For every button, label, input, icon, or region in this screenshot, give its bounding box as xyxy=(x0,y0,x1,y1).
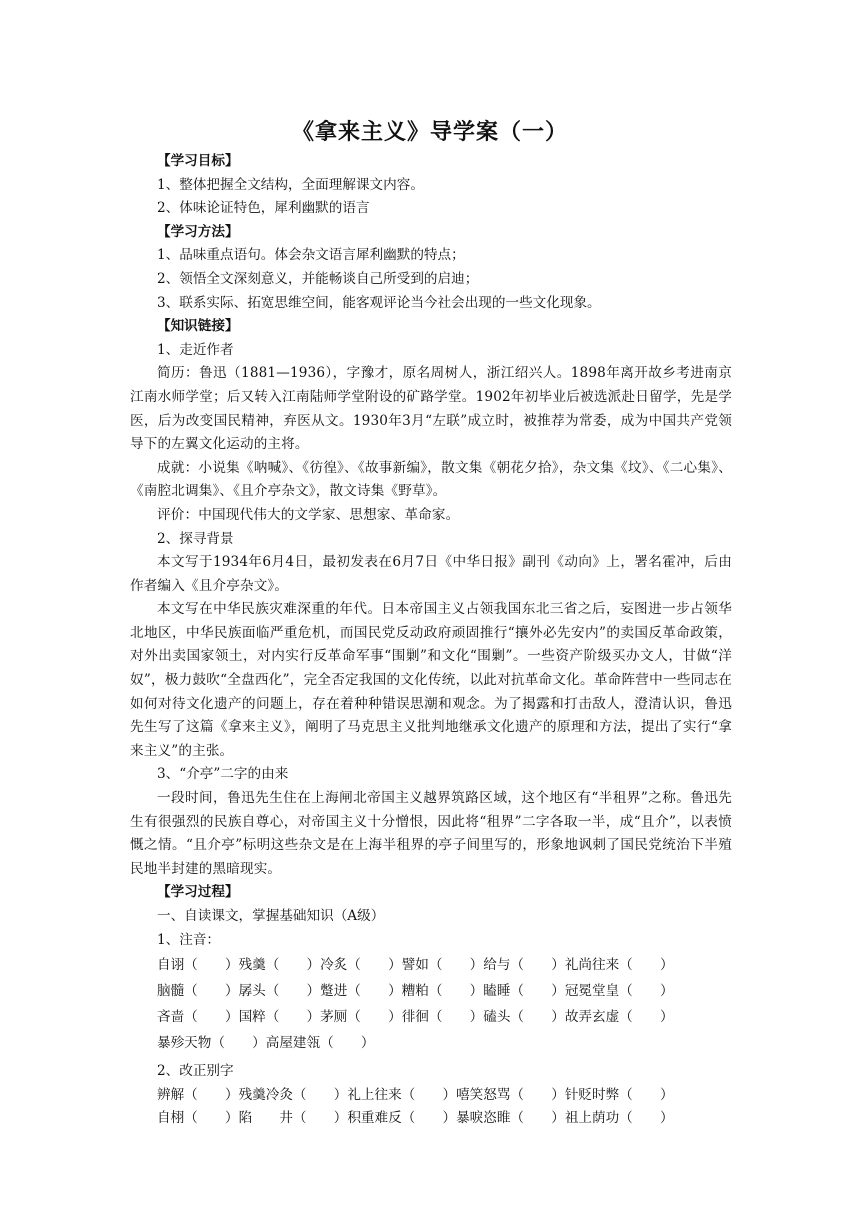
knowledge-heading: 【知识链接】 xyxy=(157,318,239,335)
correction-item: 礼上往来（ ） xyxy=(347,1086,457,1103)
pinyin-item: 冷炙（ ） xyxy=(320,957,402,974)
pinyin-item: 残羹（ ） xyxy=(238,957,321,974)
correction-item: 暴唳恣睢（ ） xyxy=(456,1110,565,1127)
correction-row xyxy=(130,1084,732,1108)
pinyin-item: 徘徊（ ） xyxy=(401,1009,484,1026)
background-paragraph: 本文写在中华民族灾难深重的年代。日本帝国主义占领我国东北三省之后，妄图进一步占领华北地区，中华民族面临严重危机，而国民党反动政府顽固推行“攘外必先安内”的卖国反革命政策，对外出卖国家领土，对内实行反革命军事“围剿”和文化“围剿”。一些资产阶级买办文人，甘做“洋奴”，极力鼓吹“全盘西化”，完全否定我国的文化传统，以此对抗革命文化。革命阵营中一些同志在如何对待文化遗产的问题上，存在着种种错误思潮和观念。为了揭露和打击敌人，澄清认识，鲁迅先生写了这篇《拿来主义》，阐明了马克思主义批判地继承文化遗产的原理和方法，提出了实行“拿来主义”的主张。 xyxy=(130,601,732,759)
correction-item: 祖上荫功（ ） xyxy=(564,1110,674,1127)
pinyin-item: 孱头（ ） xyxy=(238,983,321,1000)
correction-item: 针贬时弊（ ） xyxy=(564,1086,674,1103)
pinyin-item: 脑髓（ ） xyxy=(157,983,239,1000)
name-origin-paragraph: 一段时间，鲁迅先生住在上海闸北帝国主义越界筑路区域，这个地区有“半租界”之称。鲁迅先生有很强烈的民族自尊心，对帝国主义十分憎恨，因此将“租界”二字各取一半，成“且介”，以表愤慨之情。“且介亭”标明这些杂文是在上海半租界的亭子间里写的，形象地讽刺了国民党统治下半殖民地半封建的黑暗现实。 xyxy=(130,790,732,877)
correction-item: 积重难反（ ） xyxy=(347,1110,457,1127)
correction-heading: 2、改正别字 xyxy=(157,1063,234,1080)
pinyin-item: 故弄玄虚（ ） xyxy=(564,1009,674,1026)
method-item: 1、品味重点语句。体会杂文语言犀利幽默的特点； xyxy=(157,247,465,264)
pinyin-item: 譬如（ ） xyxy=(401,957,484,974)
process-part-title: 一、自读课文，掌握基础知识（A级） xyxy=(157,908,385,924)
page-title: 《拿来主义》导学案（一） xyxy=(291,119,568,145)
process-heading: 【学习过程】 xyxy=(157,884,239,901)
pinyin-item: 礼尚往来（ ） xyxy=(564,957,674,974)
correction-item: 残羹冷灸（ ） xyxy=(238,1086,348,1103)
pinyin-item: 茅厕（ ） xyxy=(320,1009,402,1026)
pinyin-heading: 1、注音： xyxy=(157,931,221,948)
pinyin-item: 磕头（ ） xyxy=(483,1009,565,1026)
pinyin-item: 给与（ ） xyxy=(483,957,565,974)
pinyin-item: 蹩进（ ） xyxy=(320,983,402,1000)
goals-heading: 【学习目标】 xyxy=(157,153,239,169)
correction-row xyxy=(130,1107,732,1131)
correction-item: 自栩（ ） xyxy=(157,1110,239,1127)
pinyin-item: 自诩（ ） xyxy=(157,957,239,974)
pinyin-item: 糟粕（ ） xyxy=(401,983,484,1000)
goal-item: 2、体味论证特色，犀利幽默的语言 xyxy=(157,200,370,217)
author-works: 成就：小说集《呐喊》、《彷徨》、《故事新编》，散文集《朝花夕拾》，杂文集《坟》、《二心集》、《南腔北调集》、《且介亭杂文》，散文诗集《野草》。 xyxy=(130,459,732,500)
pinyin-item: 高屋建瓴（ ） xyxy=(265,1035,375,1052)
document-body xyxy=(130,150,732,1131)
pinyin-row xyxy=(130,1004,732,1030)
pinyin-item: 国粹（ ） xyxy=(238,1009,321,1026)
author-bio: 简历：鲁迅（1881—1936），字豫才，原名周树人，浙江绍兴人。1898年离开故乡考进南京江南水师学堂；后又转入江南陆师学堂附设的矿路学堂。1902年初毕业后被选派赴日留学，先是学医，后为改变国民精神，弃医从文。1930年3月“左联”成立时，被推荐为常委，成为中国共产党领导下的左翼文化运动的主将。 xyxy=(130,365,732,453)
method-item: 2、领悟全文深刻意义，并能畅谈自己所受到的启迪； xyxy=(157,270,479,287)
methods-heading: 【学习方法】 xyxy=(157,223,239,240)
pinyin-item: 瞌睡（ ） xyxy=(483,983,565,1000)
knowledge-subheading: 3、“介亭”二字的由来 xyxy=(157,766,289,783)
correction-item: 嘻笑怒骂（ ） xyxy=(456,1086,565,1103)
pinyin-item: 冠冕堂皇（ ） xyxy=(564,983,674,1000)
knowledge-subheading: 2、探寻背景 xyxy=(157,530,234,547)
method-item: 3、联系实际、拓宽思维空间，能客观评论当今社会出现的一些文化现象。 xyxy=(157,294,601,311)
pinyin-row xyxy=(130,1030,732,1056)
correction-item: 陷 井（ ） xyxy=(238,1110,348,1127)
correction-item: 辨解（ ） xyxy=(157,1086,239,1103)
knowledge-subheading: 1、走近作者 xyxy=(157,341,234,358)
pinyin-item: 吝啬（ ） xyxy=(157,1009,239,1026)
pinyin-row xyxy=(130,978,732,1004)
background-paragraph: 本文写于1934年6月4日，最初发表在6月7日《中华日报》副刊《动向》上，署名霍冲，后由作者编入《且介亭杂文》。 xyxy=(130,554,732,594)
goal-item: 1、整体把握全文结构，全面理解课文内容。 xyxy=(157,176,424,193)
author-evaluation: 评价：中国现代伟大的文学家、思想家、革命家。 xyxy=(157,506,460,523)
pinyin-row xyxy=(130,952,732,978)
pinyin-item: 暴殄天物（ ） xyxy=(157,1035,266,1052)
